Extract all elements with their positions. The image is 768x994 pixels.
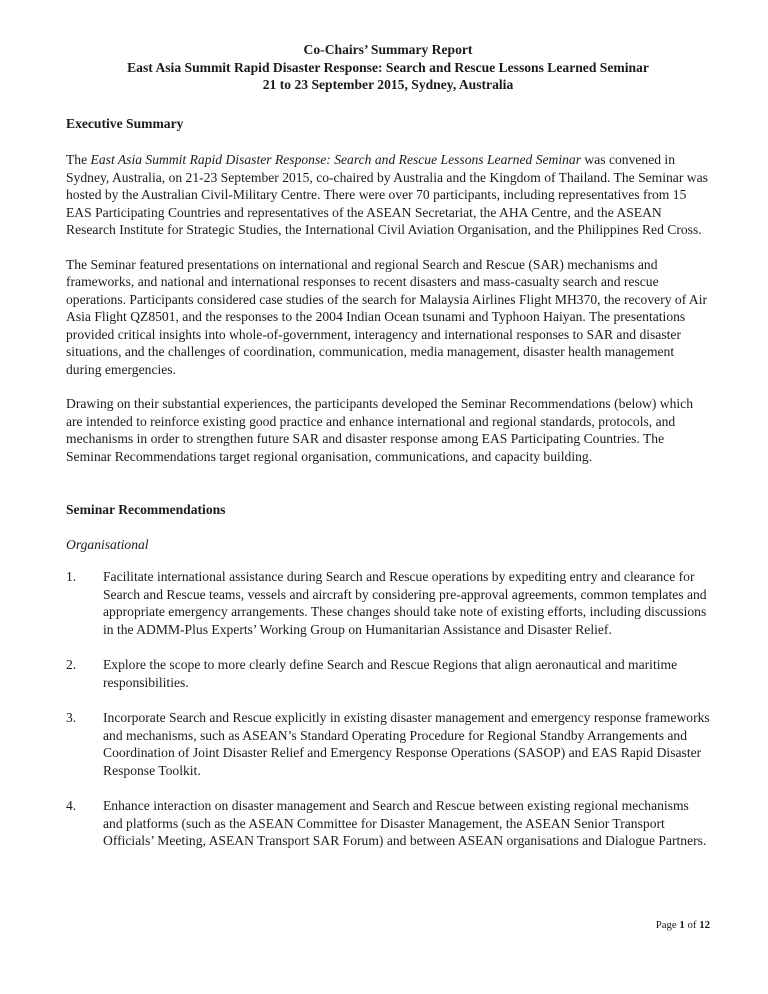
paragraph-seminar-overview [66, 151, 710, 239]
recommendation-number: 4. [66, 798, 77, 813]
paragraph-recommendations-intro: Drawing on their substantial experiences, the participants developed the Seminar Recommendations (below) which are intended to reinforce existing good practice and enhance international and regional standards, protocols, and mechanisms in order to strengthen future SAR and disaster response among EAS Participating Countries. The Seminar Recommendations target regional organisation, communications, and capacity building. [66, 396, 694, 464]
footer-page-label: Page [655, 919, 677, 931]
title-line-seminar: East Asia Summit Rapid Disaster Response: Search and Rescue Lessons Learned Seminar [127, 59, 649, 75]
recommendation-number: 3. [66, 710, 77, 725]
executive-summary-heading: Executive Summary [66, 115, 184, 131]
para1-prefix: The [66, 152, 91, 167]
recommendation-text: Enhance interaction on disaster management and Search and Rescue between existing regional mechanisms and platforms (such as the ASEAN Committee for Disaster Management, the ASEAN Senior Transport Officials’ Meeting, ASEAN Transport SAR Forum) and between ASEAN organisations and Dialogue Partners. [103, 798, 707, 848]
page-footer [656, 918, 710, 932]
seminar-recommendations-heading: Seminar Recommendations [66, 502, 226, 517]
recommendation-item-4 [66, 797, 710, 850]
recommendation-text: Explore the scope to more clearly define Search and Rescue Regions that align aeronautical and maritime responsibilities. [103, 657, 678, 690]
recommendation-item-2 [66, 656, 710, 691]
title-line-report: Co-Chairs’ Summary Report [303, 42, 473, 57]
para1-seminar-title-italic: East Asia Summit Rapid Disaster Response: Search and Rescue Lessons Learned Seminar [90, 152, 582, 167]
title-line-date-location: 21 to 23 September 2015, Sydney, Australia [262, 77, 514, 92]
recommendation-number: 2. [66, 657, 77, 672]
recommendations-list [66, 568, 710, 850]
organisational-subheading: Organisational [66, 536, 149, 552]
document-title-block [66, 41, 710, 94]
footer-of-label: of [687, 919, 697, 931]
recommendation-item-3 [66, 709, 710, 779]
para1-rest: was convened in Sydney, Australia, on 21-23 September 2015, co-chaired by Australia and the Kingdom of Thailand. The Seminar was hosted by the Australian Civil-Military Centre. There were over 70 participants, including representatives from 15 EAS Participating Countries and representatives of the ASEAN Secretariat, the AHA Centre, and the ASEAN Research Institute for Strategic Studies, the International Civil Aviation Organisation, and the Philippines Red Cross. [66, 152, 708, 237]
footer-page-number: 1 [679, 919, 685, 931]
recommendation-item-1 [66, 568, 710, 638]
recommendation-number: 1. [66, 569, 77, 584]
paragraph-presentations: The Seminar featured presentations on international and regional Search and Rescue (SAR) mechanisms and frameworks, and national and international responses to recent disasters and mass-casualty search and rescue operations. Participants considered case studies of the search for Malaysia Airlines Flight MH370, the recovery of Air Asia Flight QZ8501, and the responses to the 2004 Indian Ocean tsunami and Typhoon Haiyan. The presentations provided critical insights into whole-of-government, interagency and international responses to SAR and disaster situations, and the challenges of coordination, communication, media management, disaster health management during emergencies. [66, 256, 708, 377]
recommendation-text: Facilitate international assistance during Search and Rescue operations by expediting entry and clearance for Search and Rescue teams, vessels and aircraft by considering pre-approval agreements, common templates and appropriate emergency arrangements. These changes should take note of existing efforts, including discussions in the ADMM-Plus Experts’ Working Group on Humanitarian Assistance and Disaster Relief. [103, 569, 707, 637]
footer-total-pages: 12 [699, 919, 710, 931]
recommendation-text: Incorporate Search and Rescue explicitly in existing disaster management and emergency response frameworks and mechanisms, such as ASEAN’s Standard Operating Procedure for Regional Standby Arrangements and Coordination of Joint Disaster Relief and Emergency Response Operations (SASOP) and EAS Rapid Disaster Response Toolkit. [103, 710, 710, 778]
